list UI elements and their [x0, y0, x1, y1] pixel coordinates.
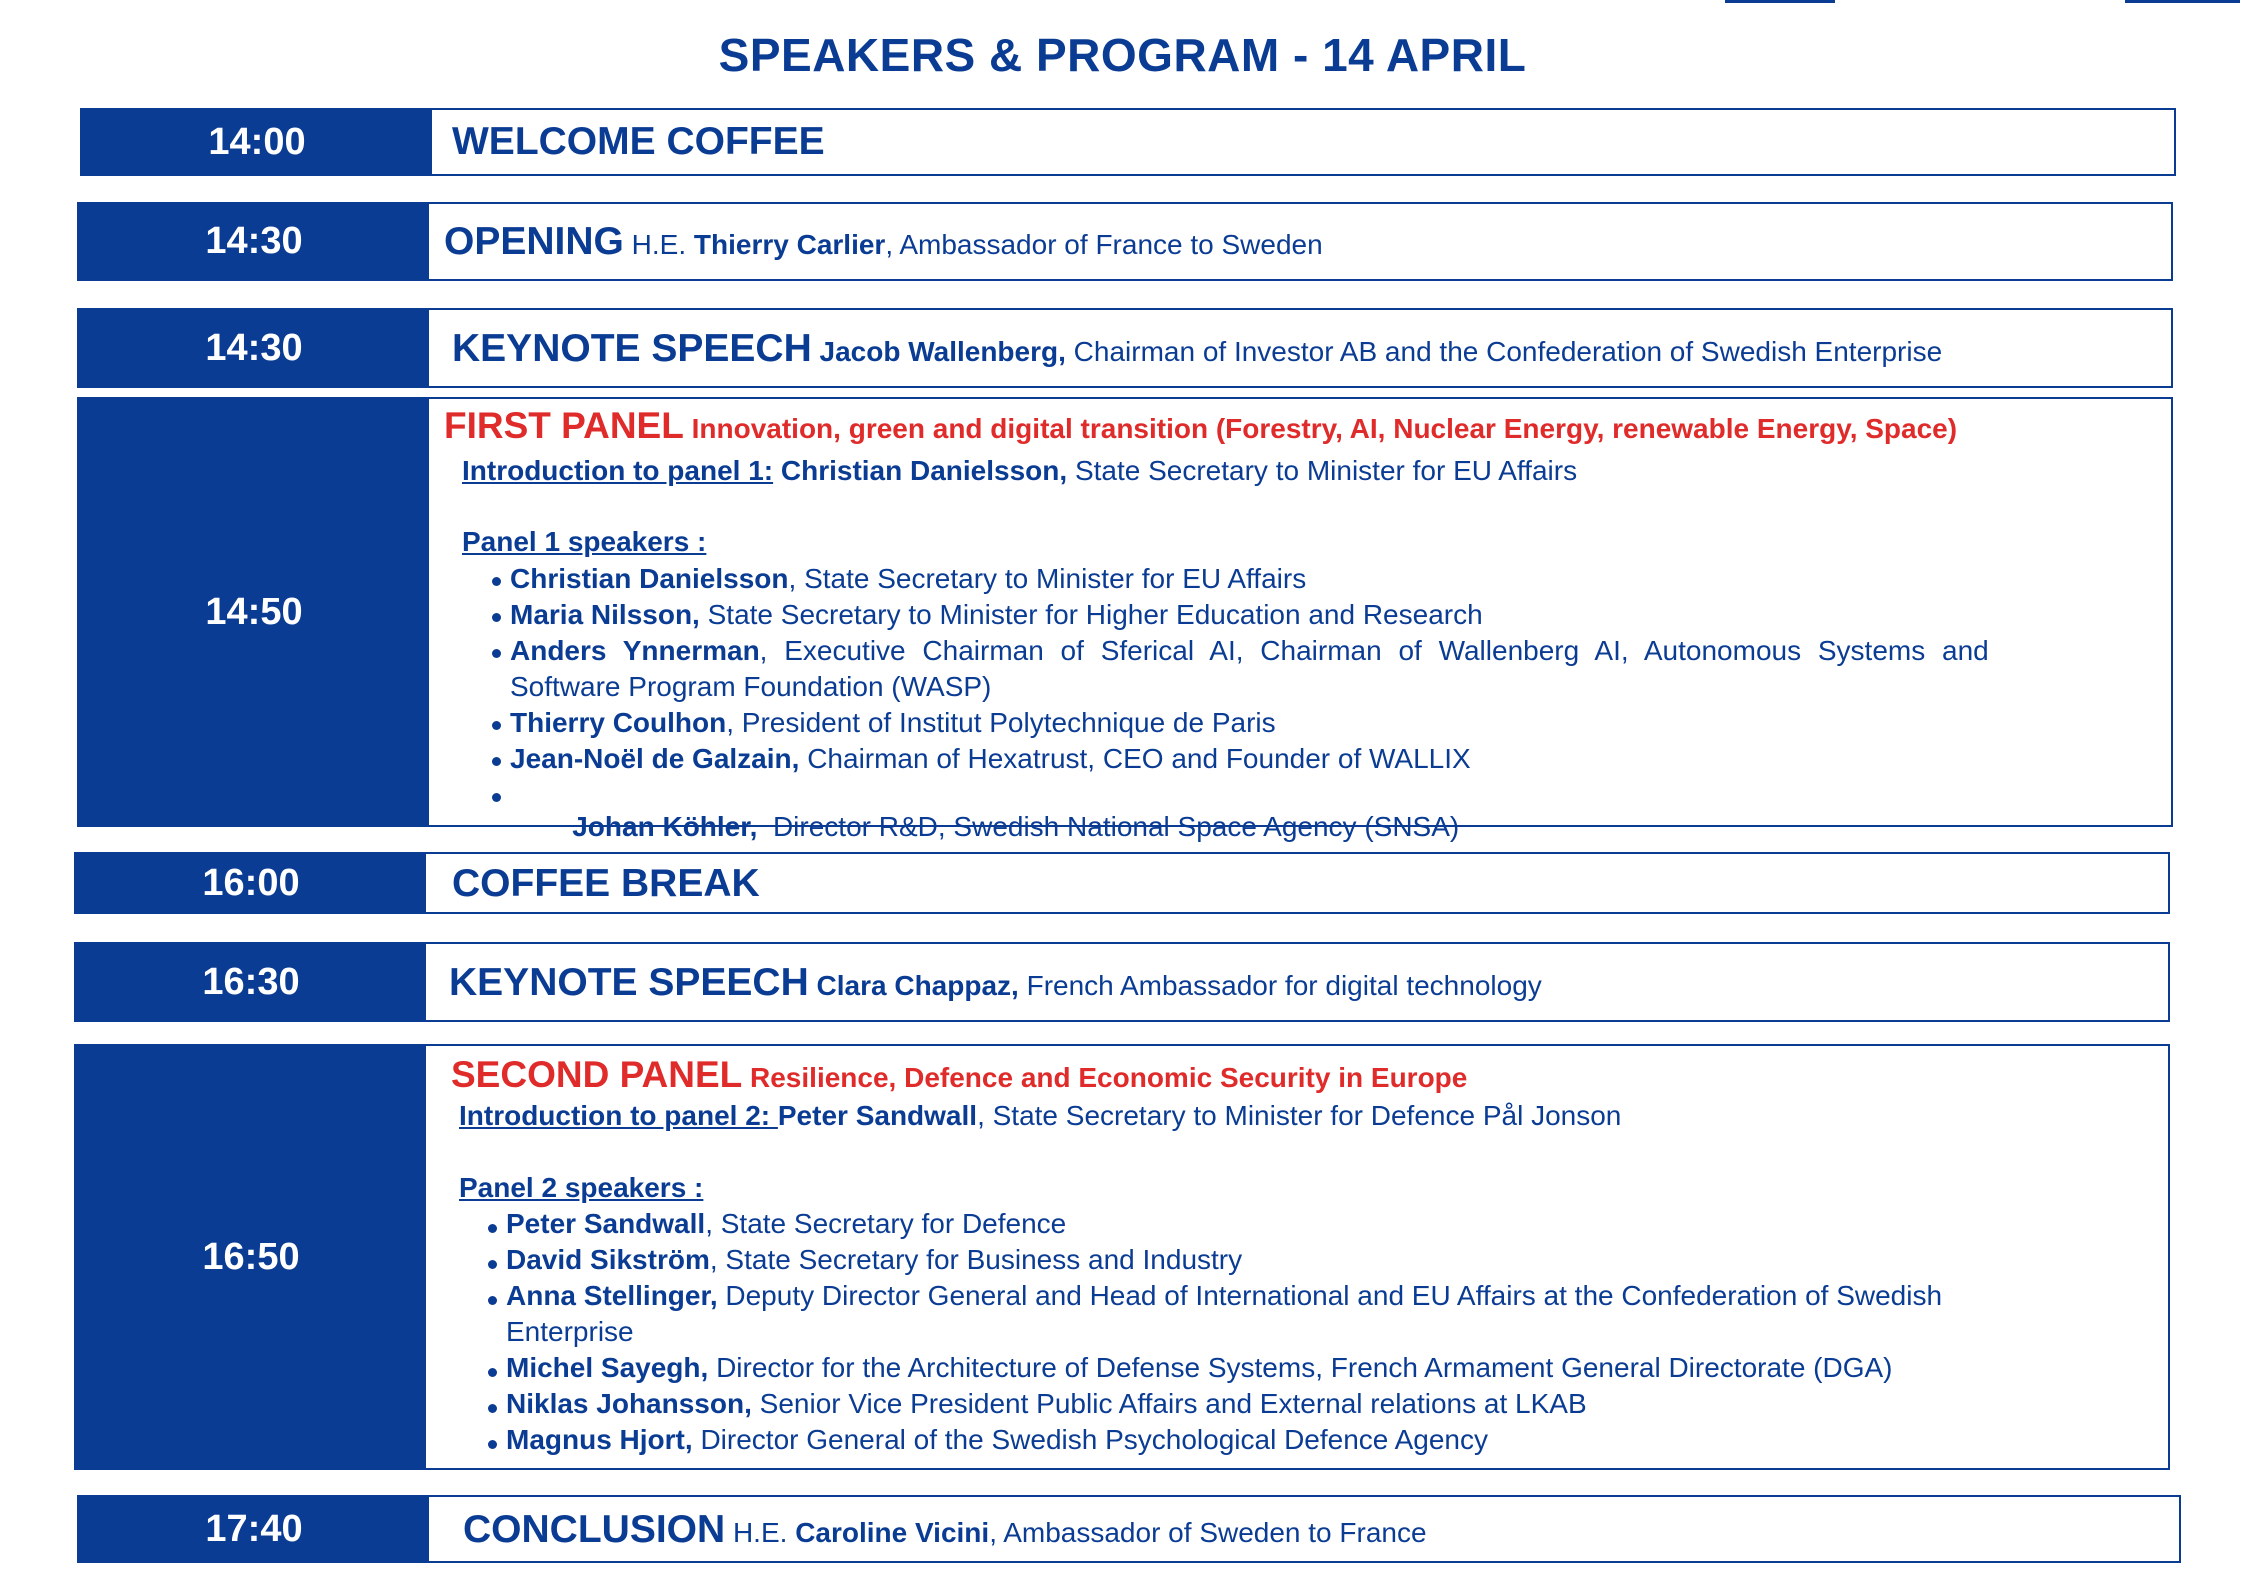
panel-title: SECOND PANEL — [451, 1054, 743, 1095]
list-item: Jean-Noël de Galzain, Chairman of Hexatrust, CEO and Founder of WALLIX — [510, 743, 1471, 774]
time-cell: 14:00 — [82, 110, 432, 174]
bullet-icon — [492, 757, 501, 766]
list-item: Michel Sayegh, Director for the Architecture of Defense Systems, French Armament General Directorate (DGA) — [506, 1352, 1893, 1383]
list-item-continuation: Enterprise — [506, 1316, 634, 1347]
session-title: KEYNOTE SPEECH — [452, 327, 812, 370]
speaker-name: Caroline Vicini — [795, 1517, 990, 1548]
speaker-role: Chairman of Investor AB and the Confederation of Swedish Enterprise — [1065, 336, 1943, 367]
program-row-keynote-1 — [77, 308, 2173, 388]
time-cell: 16:30 — [76, 944, 426, 1020]
intro-role: State Secretary to Minister for EU Affairs — [1067, 455, 1578, 486]
time-cell: 16:50 — [76, 1046, 426, 1468]
top-rule-right — [2125, 0, 2240, 3]
list-item: Magnus Hjort, Director General of the Swedish Psychological Defence Agency — [506, 1424, 1488, 1455]
time-cell: 14:30 — [79, 310, 429, 386]
bullet-icon — [488, 1440, 497, 1449]
row-content — [429, 1497, 2179, 1561]
bullet-icon — [492, 649, 501, 658]
program-row-second-panel — [74, 1044, 2170, 1470]
intro-role: , State Secretary to Minister for Defence Pål Jonson — [977, 1100, 1622, 1131]
row-content — [426, 944, 2168, 1020]
list-item: Thierry Coulhon, President of Institut Polytechnique de Paris — [510, 707, 1276, 738]
list-item: Johan Köhler, Director R&D, Swedish National Space Agency (SNSA) — [572, 811, 1460, 842]
time-cell: 14:30 — [79, 204, 429, 279]
top-rule-left — [1725, 0, 1835, 3]
program-row-first-panel — [77, 397, 2173, 842]
time-cell: 16:00 — [76, 854, 426, 912]
row-content — [426, 1046, 2168, 1468]
honorific: H.E. — [732, 1517, 788, 1548]
speakers-label: Panel 2 speakers : — [459, 1172, 704, 1203]
bullet-icon — [488, 1404, 497, 1413]
panel-subtitle: Resilience, Defence and Economic Security in Europe — [750, 1062, 1468, 1093]
bullet-icon — [488, 1368, 497, 1377]
session-title: OPENING — [444, 220, 624, 263]
bullet-icon — [492, 721, 501, 730]
intro-name: Christian Danielsson, — [773, 455, 1068, 486]
speaker-name: Thierry Carlier — [693, 229, 886, 260]
list-item: Maria Nilsson, State Secretary to Minister for Higher Education and Research — [510, 599, 1483, 630]
list-item: Christian Danielsson, State Secretary to Minister for EU Affairs — [510, 563, 1307, 594]
bullet-icon — [488, 1296, 497, 1305]
bullet-icon — [492, 613, 501, 622]
speaker-role: , Ambassador of France to Sweden — [885, 229, 1323, 260]
intro-label: Introduction to panel 2: — [459, 1100, 778, 1131]
row-content — [429, 310, 2171, 386]
speaker-role: , Ambassador of Sweden to France — [989, 1517, 1427, 1548]
list-item-continuation: Software Program Foundation (WASP) — [510, 671, 992, 702]
intro-name: Peter Sandwall — [777, 1100, 978, 1131]
time-cell: 14:50 — [79, 399, 429, 825]
panel-subtitle: Innovation, green and digital transition (Forestry, AI, Nuclear Energy, renewable Energy, Space) — [691, 413, 1958, 444]
speaker-name: Jacob Wallenberg, — [819, 336, 1066, 367]
program-row-coffee-break — [74, 852, 2170, 914]
list-item: Niklas Johansson, Senior Vice President Public Affairs and External relations at LKAB — [506, 1388, 1587, 1419]
session-title: WELCOME COFFEE — [452, 120, 825, 163]
panel-title: FIRST PANEL — [444, 405, 684, 446]
intro-label: Introduction to panel 1: — [462, 455, 774, 486]
row-content — [429, 399, 2171, 842]
speaker-role: French Ambassador for digital technology — [1018, 970, 1542, 1001]
bullet-icon — [492, 577, 501, 586]
list-item: Peter Sandwall, State Secretary for Defence — [506, 1208, 1067, 1239]
program-row-welcome-coffee — [80, 108, 2176, 176]
bullet-icon — [488, 1260, 497, 1269]
program-row-conclusion — [77, 1495, 2181, 1563]
program-row-keynote-2 — [74, 942, 2170, 1022]
speakers-label: Panel 1 speakers : — [462, 526, 707, 557]
row-content — [429, 204, 2171, 279]
honorific: H.E. — [631, 229, 687, 260]
program-row-opening — [77, 202, 2173, 281]
bullet-icon — [488, 1224, 497, 1233]
session-title: COFFEE BREAK — [452, 862, 760, 905]
time-cell: 17:40 — [79, 1497, 429, 1561]
list-item: David Sikström, State Secretary for Business and Industry — [506, 1244, 1243, 1275]
session-title: KEYNOTE SPEECH — [449, 961, 809, 1004]
row-content — [426, 854, 2168, 912]
bullet-icon — [492, 793, 501, 802]
page-title: SPEAKERS & PROGRAM - 14 APRIL — [718, 29, 1527, 81]
row-content — [432, 110, 2174, 174]
session-title: CONCLUSION — [463, 1508, 726, 1551]
list-item: Anders Ynnerman, Executive Chairman of Sferical AI, Chairman of Wallenberg AI, Autonomous Systems and — [510, 635, 1989, 666]
list-item: Anna Stellinger, Deputy Director General and Head of International and EU Affairs at the Confederation of Swedish — [506, 1280, 1943, 1311]
speaker-name: Clara Chappaz, — [816, 970, 1019, 1001]
